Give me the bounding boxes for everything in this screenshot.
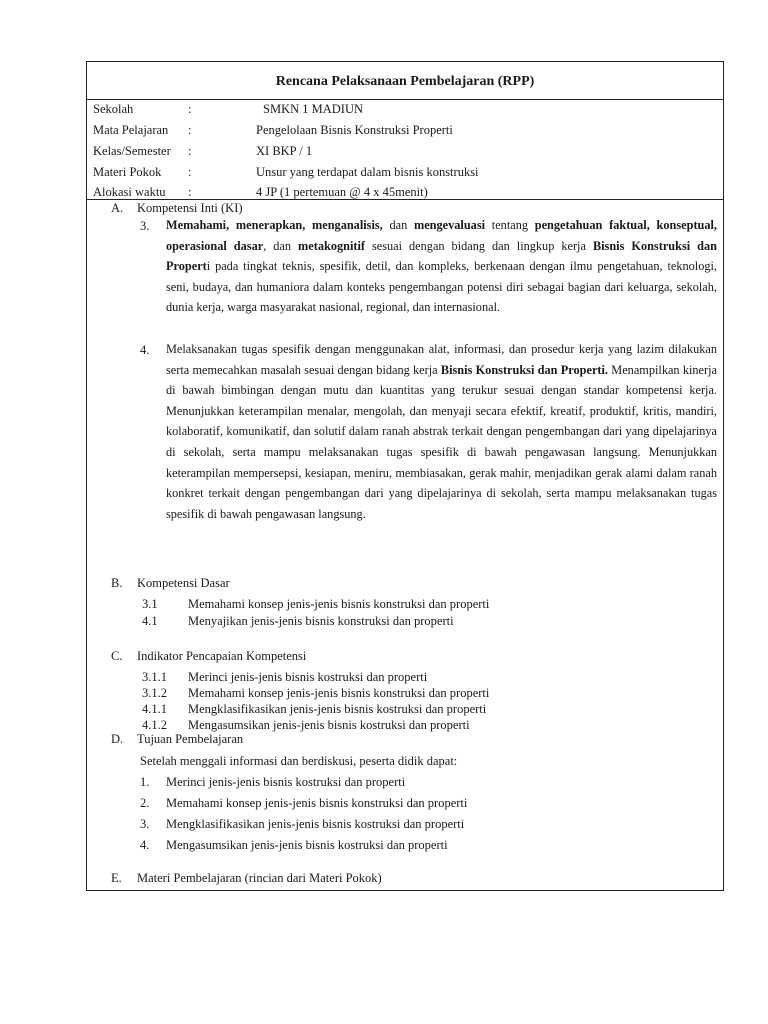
indicator-number: 4.1.2: [142, 718, 167, 732]
document-frame: [86, 61, 724, 891]
indicator-text: Mengasumsikan jenis-jenis bisnis kostruksi dan properti: [188, 718, 470, 732]
document-title: Rencana Pelaksanaan Pembelajaran (RPP): [275, 73, 535, 89]
info-value: SMKN 1 MADIUN: [263, 102, 364, 116]
objective-number: 2.: [140, 796, 150, 810]
indicator-text: Mengklasifikasikan jenis-jenis bisnis kostruksi dan properti: [188, 702, 487, 716]
info-colon: :: [188, 165, 192, 179]
info-label: Alokasi waktu: [93, 185, 166, 199]
indicator-text: Merinci jenis-jenis bisnis kostruksi dan properti: [188, 670, 428, 684]
info-value: Unsur yang terdapat dalam bisnis konstruksi: [256, 165, 479, 179]
section-d-letter: D.: [111, 732, 124, 746]
info-value: 4 JP (1 pertemuan @ 4 x 45menit): [256, 185, 428, 199]
info-label: Sekolah: [93, 102, 134, 116]
kd-number: 4.1: [142, 614, 158, 628]
ki4-paragraph: Melaksanakan tugas spesifik dengan menggunakan alat, informasi, dan prosedur kerja yang lazim dilakukan serta memecahkan masalah sesuai dengan bidang kerja Bisnis Konstruksi dan Properti. Menampilkan kinerja di bawah bimbingan dengan mutu dan kuantitas yang terukur sesuai dengan standar kompetensi kerja. Menunjukkan keterampilan menalar, mengolah, dan menyaji secara efektif, kreatif, produktif, kritis, mandiri, kolaboratif, komunikatif, dan solutif dalam ranah abstrak terkait dengan pengembangan dari yang dipelajarinya di sekolah, serta mampu melaksanakan tugas spesifik di bawah pengawasan langsung. Menunjukkan keterampilan mempersepsi, kesiapan, meniru, membiasakan, gerak mahir, menjadikan gerak alami dalam ranah konkret terkait dengan pengembangan dari yang dipelajarinya di sekolah, serta mampu melaksanakan tugas spesifik di bawah pengawasan langsung.: [166, 342, 717, 521]
section-a-letter: A.: [111, 201, 124, 215]
ki3-number: 3.: [140, 219, 150, 233]
indicator-number: 3.1.2: [142, 686, 167, 700]
info-value: XI BKP / 1: [256, 144, 313, 158]
section-c-heading: Indikator Pencapaian Kompetensi: [137, 649, 307, 663]
section-b-heading: Kompetensi Dasar: [137, 576, 230, 590]
section-b-letter: B.: [111, 576, 123, 590]
info-colon: :: [188, 102, 192, 116]
title-cell: [87, 62, 723, 100]
objective-number: 1.: [140, 775, 150, 789]
ki4-number: 4.: [140, 343, 150, 357]
objective-text: Mengasumsikan jenis-jenis bisnis kostruksi dan properti: [166, 838, 448, 852]
section-e-letter: E.: [111, 871, 122, 885]
objectives-intro: Setelah menggali informasi dan berdiskusi, peserta didik dapat:: [140, 754, 458, 768]
section-e-heading: Materi Pembelajaran (rincian dari Materi Pokok): [137, 871, 382, 885]
section-c-letter: C.: [111, 649, 123, 663]
objective-text: Merinci jenis-jenis bisnis kostruksi dan properti: [166, 775, 406, 789]
objective-text: Memahami konsep jenis-jenis bisnis konstruksi dan properti: [166, 796, 468, 810]
objective-number: 4.: [140, 838, 150, 852]
info-label: Materi Pokok: [93, 165, 162, 179]
kd-text: Menyajikan jenis-jenis bisnis konstruksi dan properti: [188, 614, 454, 628]
info-label: Kelas/Semester: [93, 144, 171, 158]
section-d-heading: Tujuan Pembelajaran: [137, 732, 244, 746]
indicator-number: 4.1.1: [142, 702, 167, 716]
objective-number: 3.: [140, 817, 150, 831]
info-colon: :: [188, 144, 192, 158]
identity-table: [87, 100, 723, 199]
kd-number: 3.1: [142, 597, 158, 611]
ki3-paragraph: Memahami, menerapkan, menganalisis, dan mengevaluasi tentang pengetahuan faktual, konseptual, operasional dasar, dan metakognitif sesuai dengan bidang dan lingkup kerja Bisnis Konstruksi dan Properti pada tingkat teknis, spesifik, detil, dan kompleks, berkenaan dengan ilmu pengetahuan, teknologi, seni, budaya, dan humaniora dalam konteks pengembangan potensi diri sebagai bagian dari keluarga, sekolah, dunia kerja, warga masyarakat nasional, regional, dan internasional.: [166, 218, 718, 315]
objective-text: Mengklasifikasikan jenis-jenis bisnis kostruksi dan properti: [166, 817, 465, 831]
info-label: Mata Pelajaran: [93, 123, 169, 137]
info-colon: :: [188, 123, 192, 137]
indicator-text: Memahami konsep jenis-jenis bisnis konstruksi dan properti: [188, 686, 490, 700]
content-cell: [87, 199, 723, 890]
kd-text: Memahami konsep jenis-jenis bisnis konstruksi dan properti: [188, 597, 490, 611]
info-value: Pengelolaan Bisnis Konstruksi Properti: [256, 123, 453, 137]
indicator-number: 3.1.1: [142, 670, 167, 684]
section-a-heading: Kompetensi Inti (KI): [137, 201, 243, 215]
info-colon: :: [188, 185, 192, 199]
